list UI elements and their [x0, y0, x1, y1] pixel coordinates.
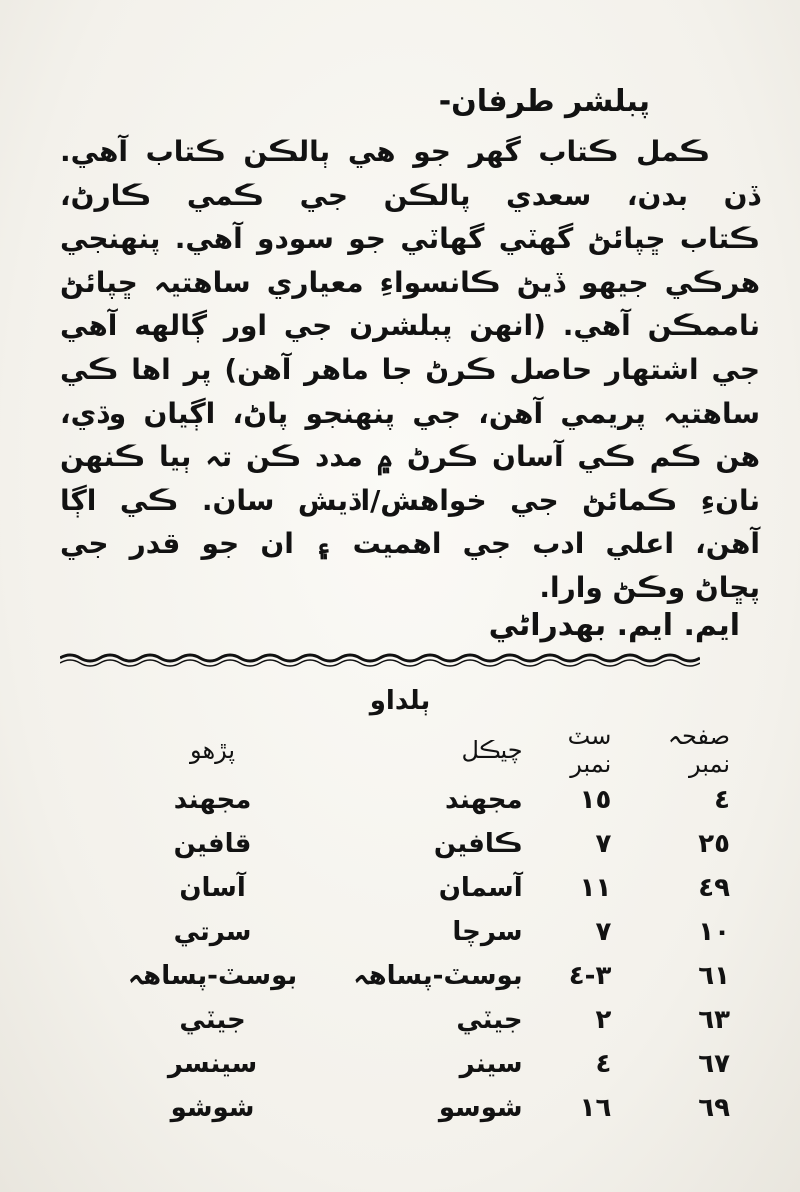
paragraph-line: نانءِ ڪمائڻ جي خواهش/اڌيش سان. ڪي اڳا — [60, 483, 760, 517]
cell-page: ٦٣ — [698, 1005, 730, 1035]
cell-line: ٧ — [595, 917, 612, 947]
table-row — [80, 1086, 730, 1130]
cell-page: ٤ — [714, 785, 730, 815]
paragraph-line: هرڪي جيهو ڏيڻ ڪانسواءِ معياري ساهتيہ ڇپائڻ — [60, 265, 760, 299]
cell-printed: بوسٽ-پساهہ — [353, 961, 523, 991]
table-header-row — [80, 722, 730, 778]
cell-read-as: قافين — [173, 829, 252, 859]
cell-printed: سينر — [459, 1049, 523, 1079]
wavy-divider — [60, 648, 700, 670]
publisher-note-paragraph — [60, 130, 760, 610]
cell-printed: آسمان — [438, 873, 523, 903]
cell-line: ١٥ — [579, 785, 612, 815]
cell-page: ١٠ — [698, 917, 730, 947]
cell-line: ٤ — [595, 1049, 612, 1079]
header-line-number: سٽ نمبر — [567, 722, 612, 778]
errata-title: ٻلداو — [369, 686, 431, 716]
table-row — [80, 866, 730, 910]
table-row — [80, 954, 730, 998]
cell-page: ٦٧ — [698, 1049, 730, 1079]
cell-page: ٢٥ — [698, 829, 730, 859]
cell-read-as: سرتي — [173, 917, 252, 947]
paragraph-line: ناممڪن آهي. (انهن پبلشرن جي اور ڳالهه آهي — [60, 309, 760, 343]
cell-line: ١١ — [579, 873, 612, 903]
paragraph-line: ڪمل ڪتاب گهر جو هي ٻالڪن ڪتاب آهي. — [60, 135, 710, 168]
paragraph-line: ڪتاب ڇپائڻ گهٽي گهاٽي جو سودو آهي. پنهنجي — [60, 222, 760, 256]
header-page-number: صفحہ نمبر — [667, 722, 730, 778]
publisher-heading: پبلشر طرفان- — [438, 84, 650, 119]
paragraph-line: هن ڪم ڪي آسان ڪرڻ ۾ مدد ڪن تہ ٻيا ڪنهن — [60, 440, 760, 474]
cell-printed: مجهند — [444, 785, 523, 815]
table-row — [80, 998, 730, 1042]
paragraph-line: جي اشتهار حاصل ڪرڻ جا ماهر آهن) پر اها ڪي — [60, 352, 760, 386]
cell-printed: شوسو — [438, 1093, 523, 1123]
paragraph-line: ڏن بدن، سعدي پالڪن جي ڪمي ڪارڻ، — [60, 178, 760, 212]
cell-line: ٧ — [595, 829, 612, 859]
cell-line: ١٦ — [579, 1093, 612, 1123]
header-read-as: پڙهو — [190, 736, 236, 764]
cell-read-as: سينسر — [167, 1049, 258, 1079]
header-printed: چيڪل — [461, 736, 523, 764]
cell-read-as: جيٽي — [179, 1005, 246, 1035]
cell-printed: ڪافين — [433, 829, 523, 859]
cell-page: ٦١ — [698, 961, 730, 991]
cell-page: ٤٩ — [698, 873, 730, 903]
table-row — [80, 822, 730, 866]
paragraph-line: آهن، اعلي ادب جي اهميت ۽ ان جو قدر جي — [60, 527, 760, 561]
cell-line: ٢ — [595, 1005, 612, 1035]
table-row — [80, 778, 730, 822]
table-row — [80, 1042, 730, 1086]
cell-read-as: شوشو — [170, 1093, 255, 1123]
cell-page: ٦٩ — [698, 1093, 730, 1123]
cell-line: ٣-٤ — [568, 961, 612, 991]
errata-table — [80, 722, 730, 1130]
cell-read-as: آسان — [179, 873, 246, 903]
cell-read-as: بوسٽ-پساهہ — [127, 961, 298, 991]
paragraph-line: ساهتيہ پريمي آهن، جي پنهنجو پاڻ، اڳيان وڌي، — [60, 396, 760, 430]
cell-printed: سرچا — [452, 917, 523, 947]
cell-read-as: مجهند — [173, 785, 252, 815]
cell-printed: جيٽي — [456, 1005, 523, 1035]
table-row — [80, 910, 730, 954]
author-signature: ايم. ايم. بهدراڻي — [488, 608, 740, 643]
paragraph-line: پڇاڻ وڪڻ وارا. — [539, 570, 760, 604]
